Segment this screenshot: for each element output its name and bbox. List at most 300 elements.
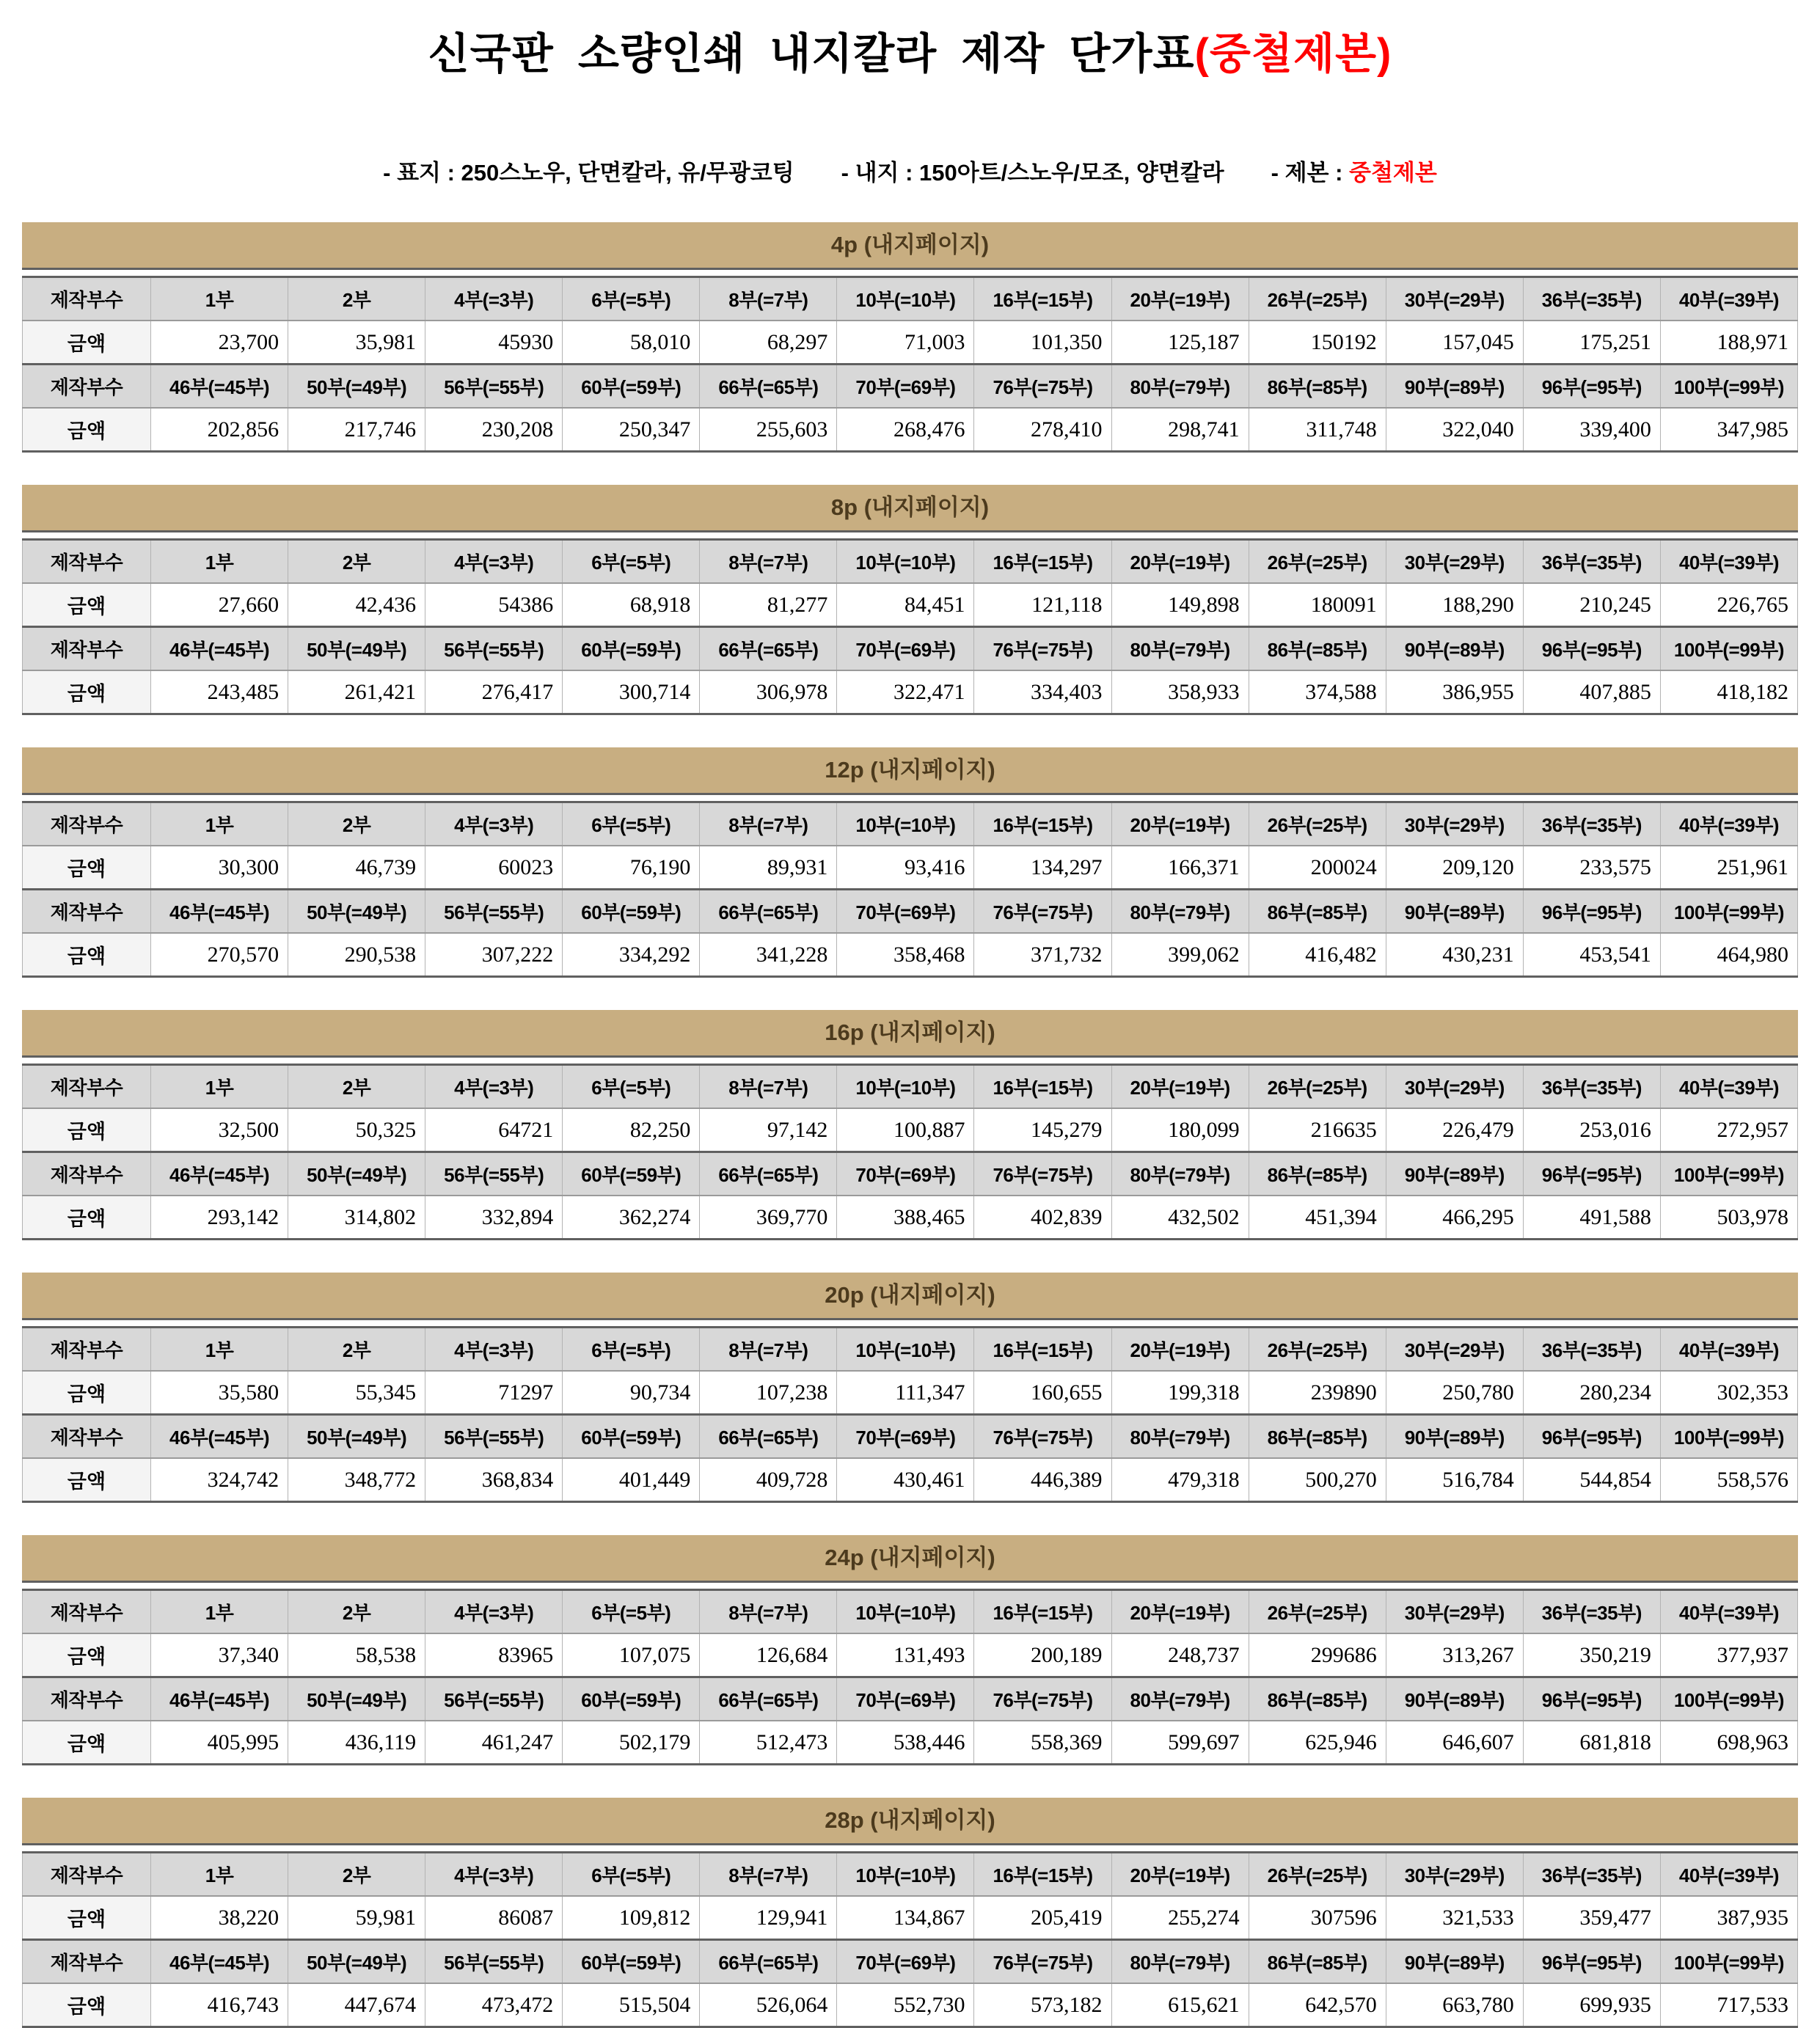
- price-table-8p: [22, 538, 1798, 715]
- price-value-cell: 243,485: [151, 670, 288, 714]
- count-header-cell: 26부(=25부): [1249, 1590, 1386, 1634]
- price-value-cell: 121,118: [974, 583, 1111, 627]
- count-header-cell: 60부(=59부): [563, 1677, 700, 1721]
- count-header-cell: 2부: [288, 802, 425, 846]
- price-value-cell: 324,742: [151, 1458, 288, 1502]
- count-header-cell: 86부(=85부): [1249, 1415, 1386, 1459]
- section-header-bar-8p: 8p (내지페이지): [22, 485, 1798, 532]
- count-header-cell: 20부(=19부): [1111, 1065, 1249, 1109]
- price-value-cell: 436,119: [288, 1721, 425, 1765]
- price-value-cell: 280,234: [1523, 1371, 1660, 1415]
- table-row-24p-2: [23, 1633, 1798, 1677]
- count-header-cell: 100부(=99부): [1660, 1677, 1797, 1721]
- count-header-cell: 4부(=3부): [425, 277, 563, 321]
- count-header-cell: 90부(=89부): [1386, 627, 1523, 671]
- count-header-cell: 36부(=35부): [1523, 540, 1660, 584]
- count-header-cell: 96부(=95부): [1523, 1415, 1660, 1459]
- count-header-cell: 40부(=39부): [1660, 540, 1797, 584]
- count-header-cell: 50부(=49부): [288, 1152, 425, 1196]
- count-header-cell: 80부(=79부): [1111, 627, 1249, 671]
- count-header-cell: 56부(=55부): [425, 1152, 563, 1196]
- price-value-cell: 515,504: [563, 1983, 700, 2027]
- page-title-binding-type: (중철제본): [1194, 30, 1392, 78]
- count-header-cell: 60부(=59부): [563, 365, 700, 409]
- row-label-cell: 금액: [23, 1983, 151, 2027]
- row-label-cell: 금액: [23, 408, 151, 452]
- price-value-cell: 430,231: [1386, 933, 1523, 977]
- table-row-8p-1: [23, 540, 1798, 584]
- price-value-cell: 251,961: [1660, 846, 1797, 890]
- row-label-cell: 금액: [23, 933, 151, 977]
- count-header-cell: 60부(=59부): [563, 1940, 700, 1984]
- price-value-cell: 86087: [425, 1896, 563, 1940]
- price-value-cell: 558,369: [974, 1721, 1111, 1765]
- row-label-cell: 금액: [23, 670, 151, 714]
- count-header-cell: 16부(=15부): [974, 540, 1111, 584]
- count-header-cell: 16부(=15부): [974, 1590, 1111, 1634]
- count-header-cell: 20부(=19부): [1111, 1590, 1249, 1634]
- count-header-cell: 16부(=15부): [974, 277, 1111, 321]
- table-row-20p-1: [23, 1328, 1798, 1372]
- price-value-cell: 307,222: [425, 933, 563, 977]
- price-value-cell: 416,743: [151, 1983, 288, 2027]
- price-value-cell: 46,739: [288, 846, 425, 890]
- price-value-cell: 59,981: [288, 1896, 425, 1940]
- count-header-cell: 8부(=7부): [700, 1590, 837, 1634]
- price-value-cell: 516,784: [1386, 1458, 1523, 1502]
- count-header-cell: 66부(=65부): [700, 1677, 837, 1721]
- price-value-cell: 491,588: [1523, 1196, 1660, 1240]
- price-value-cell: 200,189: [974, 1633, 1111, 1677]
- table-row-24p-1: [23, 1590, 1798, 1634]
- count-header-cell: 2부: [288, 1328, 425, 1372]
- price-value-cell: 544,854: [1523, 1458, 1660, 1502]
- count-header-cell: 56부(=55부): [425, 1940, 563, 1984]
- table-row-12p-2: [23, 846, 1798, 890]
- count-header-cell: 40부(=39부): [1660, 1853, 1797, 1897]
- count-header-cell: 4부(=3부): [425, 540, 563, 584]
- price-value-cell: 642,570: [1249, 1983, 1386, 2027]
- count-header-cell: 4부(=3부): [425, 802, 563, 846]
- count-header-cell: 36부(=35부): [1523, 1590, 1660, 1634]
- count-header-cell: 90부(=89부): [1386, 1152, 1523, 1196]
- price-value-cell: 111,347: [837, 1371, 974, 1415]
- count-header-cell: 26부(=25부): [1249, 540, 1386, 584]
- row-label-cell: 금액: [23, 583, 151, 627]
- price-value-cell: 451,394: [1249, 1196, 1386, 1240]
- count-header-cell: 70부(=69부): [837, 627, 974, 671]
- price-value-cell: 371,732: [974, 933, 1111, 977]
- row-label-cell: 제작부수: [23, 365, 151, 409]
- count-header-cell: 80부(=79부): [1111, 890, 1249, 934]
- price-value-cell: 418,182: [1660, 670, 1797, 714]
- table-row-16p-3: [23, 1152, 1798, 1196]
- count-header-cell: 96부(=95부): [1523, 1940, 1660, 1984]
- count-header-cell: 96부(=95부): [1523, 627, 1660, 671]
- count-header-cell: 6부(=5부): [563, 802, 700, 846]
- count-header-cell: 66부(=65부): [700, 1415, 837, 1459]
- row-label-cell: 금액: [23, 1458, 151, 1502]
- spec-text: - 표지 : 250스노우, 단면칼라, 유/무광코팅: [383, 160, 794, 186]
- count-header-cell: 26부(=25부): [1249, 1065, 1386, 1109]
- table-row-16p-1: [23, 1065, 1798, 1109]
- price-value-cell: 348,772: [288, 1458, 425, 1502]
- price-value-cell: 461,247: [425, 1721, 563, 1765]
- row-label-cell: 제작부수: [23, 1853, 151, 1897]
- price-value-cell: 526,064: [700, 1983, 837, 2027]
- price-value-cell: 27,660: [151, 583, 288, 627]
- table-row-28p-1: [23, 1853, 1798, 1897]
- table-row-4p-4: [23, 408, 1798, 452]
- count-header-cell: 80부(=79부): [1111, 1152, 1249, 1196]
- spec-item-3: [1271, 154, 1437, 187]
- price-value-cell: 401,449: [563, 1458, 700, 1502]
- count-header-cell: 76부(=75부): [974, 365, 1111, 409]
- count-header-cell: 2부: [288, 277, 425, 321]
- price-value-cell: 432,502: [1111, 1196, 1249, 1240]
- price-value-cell: 313,267: [1386, 1633, 1523, 1677]
- price-value-cell: 35,580: [151, 1371, 288, 1415]
- table-row-20p-3: [23, 1415, 1798, 1459]
- count-header-cell: 90부(=89부): [1386, 1677, 1523, 1721]
- count-header-cell: 2부: [288, 540, 425, 584]
- count-header-cell: 50부(=49부): [288, 890, 425, 934]
- count-header-cell: 26부(=25부): [1249, 1853, 1386, 1897]
- row-label-cell: 제작부수: [23, 540, 151, 584]
- price-value-cell: 68,297: [700, 321, 837, 365]
- table-row-8p-2: [23, 583, 1798, 627]
- count-header-cell: 40부(=39부): [1660, 1328, 1797, 1372]
- price-value-cell: 268,476: [837, 408, 974, 452]
- price-value-cell: 89,931: [700, 846, 837, 890]
- spec-text: - 제본 :: [1271, 160, 1350, 186]
- count-header-cell: 50부(=49부): [288, 1415, 425, 1459]
- price-value-cell: 248,737: [1111, 1633, 1249, 1677]
- count-header-cell: 76부(=75부): [974, 1152, 1111, 1196]
- row-label-cell: 제작부수: [23, 1940, 151, 1984]
- table-row-16p-4: [23, 1196, 1798, 1240]
- count-header-cell: 86부(=85부): [1249, 1940, 1386, 1984]
- count-header-cell: 90부(=89부): [1386, 1415, 1523, 1459]
- price-value-cell: 306,978: [700, 670, 837, 714]
- count-header-cell: 46부(=45부): [151, 890, 288, 934]
- count-header-cell: 4부(=3부): [425, 1853, 563, 1897]
- price-value-cell: 255,603: [700, 408, 837, 452]
- count-header-cell: 6부(=5부): [563, 540, 700, 584]
- section-12p: [22, 747, 1798, 978]
- section-28p: [22, 1798, 1798, 2028]
- count-header-cell: 36부(=35부): [1523, 802, 1660, 846]
- table-row-8p-3: [23, 627, 1798, 671]
- price-value-cell: 464,980: [1660, 933, 1797, 977]
- spec-text: - 내지 : 150아트/스노우/모조, 양면칼라: [841, 160, 1224, 186]
- price-value-cell: 479,318: [1111, 1458, 1249, 1502]
- price-table-20p: [22, 1326, 1798, 1503]
- price-value-cell: 250,347: [563, 408, 700, 452]
- row-label-cell: 금액: [23, 1896, 151, 1940]
- price-value-cell: 199,318: [1111, 1371, 1249, 1415]
- price-value-cell: 387,935: [1660, 1896, 1797, 1940]
- count-header-cell: 16부(=15부): [974, 802, 1111, 846]
- price-value-cell: 239890: [1249, 1371, 1386, 1415]
- count-header-cell: 56부(=55부): [425, 1677, 563, 1721]
- count-header-cell: 70부(=69부): [837, 1152, 974, 1196]
- price-value-cell: 84,451: [837, 583, 974, 627]
- price-value-cell: 358,933: [1111, 670, 1249, 714]
- price-value-cell: 64721: [425, 1108, 563, 1152]
- price-value-cell: 109,812: [563, 1896, 700, 1940]
- count-header-cell: 66부(=65부): [700, 1940, 837, 1984]
- spec-item-2: [841, 154, 1224, 187]
- count-header-cell: 66부(=65부): [700, 365, 837, 409]
- count-header-cell: 10부(=10부): [837, 802, 974, 846]
- price-value-cell: 76,190: [563, 846, 700, 890]
- count-header-cell: 80부(=79부): [1111, 1415, 1249, 1459]
- count-header-cell: 20부(=19부): [1111, 540, 1249, 584]
- count-header-cell: 46부(=45부): [151, 627, 288, 671]
- count-header-cell: 4부(=3부): [425, 1328, 563, 1372]
- price-value-cell: 205,419: [974, 1896, 1111, 1940]
- table-row-12p-1: [23, 802, 1798, 846]
- count-header-cell: 8부(=7부): [700, 540, 837, 584]
- count-header-cell: 56부(=55부): [425, 627, 563, 671]
- price-value-cell: 126,684: [700, 1633, 837, 1677]
- price-value-cell: 359,477: [1523, 1896, 1660, 1940]
- price-table-24p: [22, 1589, 1798, 1765]
- price-value-cell: 573,182: [974, 1983, 1111, 2027]
- section-8p: [22, 485, 1798, 715]
- price-value-cell: 230,208: [425, 408, 563, 452]
- count-header-cell: 1부: [151, 1328, 288, 1372]
- section-20p: [22, 1273, 1798, 1503]
- price-table-16p: [22, 1064, 1798, 1240]
- count-header-cell: 56부(=55부): [425, 1415, 563, 1459]
- count-header-cell: 60부(=59부): [563, 1152, 700, 1196]
- section-header-bar-20p: 20p (내지페이지): [22, 1273, 1798, 1320]
- price-value-cell: 101,350: [974, 321, 1111, 365]
- price-table-4p: [22, 276, 1798, 453]
- count-header-cell: 26부(=25부): [1249, 277, 1386, 321]
- price-value-cell: 32,500: [151, 1108, 288, 1152]
- price-value-cell: 698,963: [1660, 1721, 1797, 1765]
- count-header-cell: 30부(=29부): [1386, 1590, 1523, 1634]
- count-header-cell: 20부(=19부): [1111, 802, 1249, 846]
- price-value-cell: 157,045: [1386, 321, 1523, 365]
- row-label-cell: 제작부수: [23, 1328, 151, 1372]
- count-header-cell: 86부(=85부): [1249, 1152, 1386, 1196]
- count-header-cell: 50부(=49부): [288, 365, 425, 409]
- price-value-cell: 322,471: [837, 670, 974, 714]
- price-value-cell: 97,142: [700, 1108, 837, 1152]
- table-row-16p-2: [23, 1108, 1798, 1152]
- count-header-cell: 26부(=25부): [1249, 1328, 1386, 1372]
- price-value-cell: 23,700: [151, 321, 288, 365]
- count-header-cell: 100부(=99부): [1660, 627, 1797, 671]
- row-label-cell: 금액: [23, 1633, 151, 1677]
- count-header-cell: 66부(=65부): [700, 1152, 837, 1196]
- count-header-cell: 4부(=3부): [425, 1590, 563, 1634]
- price-value-cell: 446,389: [974, 1458, 1111, 1502]
- price-value-cell: 253,016: [1523, 1108, 1660, 1152]
- price-value-cell: 473,472: [425, 1983, 563, 2027]
- count-header-cell: 40부(=39부): [1660, 1065, 1797, 1109]
- price-value-cell: 68,918: [563, 583, 700, 627]
- section-16p: [22, 1010, 1798, 1240]
- price-value-cell: 188,971: [1660, 321, 1797, 365]
- count-header-cell: 2부: [288, 1590, 425, 1634]
- count-header-cell: 10부(=10부): [837, 1590, 974, 1634]
- price-value-cell: 54386: [425, 583, 563, 627]
- price-value-cell: 307596: [1249, 1896, 1386, 1940]
- price-value-cell: 466,295: [1386, 1196, 1523, 1240]
- price-value-cell: 350,219: [1523, 1633, 1660, 1677]
- price-value-cell: 250,780: [1386, 1371, 1523, 1415]
- row-label-cell: 금액: [23, 846, 151, 890]
- price-value-cell: 374,588: [1249, 670, 1386, 714]
- table-row-12p-4: [23, 933, 1798, 977]
- price-value-cell: 409,728: [700, 1458, 837, 1502]
- count-header-cell: 46부(=45부): [151, 1152, 288, 1196]
- price-value-cell: 302,353: [1660, 1371, 1797, 1415]
- price-value-cell: 500,270: [1249, 1458, 1386, 1502]
- count-header-cell: 56부(=55부): [425, 890, 563, 934]
- price-value-cell: 58,010: [563, 321, 700, 365]
- price-value-cell: 202,856: [151, 408, 288, 452]
- count-header-cell: 76부(=75부): [974, 1940, 1111, 1984]
- price-value-cell: 646,607: [1386, 1721, 1523, 1765]
- price-value-cell: 405,995: [151, 1721, 288, 1765]
- count-header-cell: 30부(=29부): [1386, 1328, 1523, 1372]
- price-value-cell: 255,274: [1111, 1896, 1249, 1940]
- price-value-cell: 368,834: [425, 1458, 563, 1502]
- price-value-cell: 107,238: [700, 1371, 837, 1415]
- count-header-cell: 4부(=3부): [425, 1065, 563, 1109]
- count-header-cell: 80부(=79부): [1111, 365, 1249, 409]
- count-header-cell: 100부(=99부): [1660, 1415, 1797, 1459]
- row-label-cell: 금액: [23, 1371, 151, 1415]
- count-header-cell: 80부(=79부): [1111, 1677, 1249, 1721]
- count-header-cell: 70부(=69부): [837, 1677, 974, 1721]
- price-value-cell: 90,734: [563, 1371, 700, 1415]
- section-header-bar-4p: 4p (내지페이지): [22, 222, 1798, 270]
- section-header-bar-24p: 24p (내지페이지): [22, 1535, 1798, 1583]
- price-value-cell: 30,300: [151, 846, 288, 890]
- count-header-cell: 46부(=45부): [151, 1677, 288, 1721]
- price-value-cell: 200024: [1249, 846, 1386, 890]
- price-value-cell: 334,403: [974, 670, 1111, 714]
- table-row-20p-2: [23, 1371, 1798, 1415]
- row-label-cell: 제작부수: [23, 1415, 151, 1459]
- price-value-cell: 180091: [1249, 583, 1386, 627]
- price-value-cell: 107,075: [563, 1633, 700, 1677]
- price-value-cell: 290,538: [288, 933, 425, 977]
- count-header-cell: 30부(=29부): [1386, 1853, 1523, 1897]
- count-header-cell: 6부(=5부): [563, 1328, 700, 1372]
- price-value-cell: 407,885: [1523, 670, 1660, 714]
- row-label-cell: 제작부수: [23, 1065, 151, 1109]
- price-value-cell: 38,220: [151, 1896, 288, 1940]
- price-value-cell: 663,780: [1386, 1983, 1523, 2027]
- price-value-cell: 180,099: [1111, 1108, 1249, 1152]
- price-value-cell: 339,400: [1523, 408, 1660, 452]
- price-value-cell: 71297: [425, 1371, 563, 1415]
- count-header-cell: 8부(=7부): [700, 277, 837, 321]
- price-value-cell: 217,746: [288, 408, 425, 452]
- price-value-cell: 362,274: [563, 1196, 700, 1240]
- price-value-cell: 299686: [1249, 1633, 1386, 1677]
- count-header-cell: 8부(=7부): [700, 1065, 837, 1109]
- count-header-cell: 20부(=19부): [1111, 277, 1249, 321]
- price-value-cell: 503,978: [1660, 1196, 1797, 1240]
- count-header-cell: 56부(=55부): [425, 365, 563, 409]
- price-value-cell: 150192: [1249, 321, 1386, 365]
- price-value-cell: 83965: [425, 1633, 563, 1677]
- table-row-24p-3: [23, 1677, 1798, 1721]
- count-header-cell: 1부: [151, 802, 288, 846]
- count-header-cell: 86부(=85부): [1249, 627, 1386, 671]
- row-label-cell: 금액: [23, 1196, 151, 1240]
- price-value-cell: 45930: [425, 321, 563, 365]
- price-value-cell: 447,674: [288, 1983, 425, 2027]
- price-value-cell: 552,730: [837, 1983, 974, 2027]
- price-value-cell: 42,436: [288, 583, 425, 627]
- count-header-cell: 90부(=89부): [1386, 890, 1523, 934]
- price-value-cell: 558,576: [1660, 1458, 1797, 1502]
- count-header-cell: 70부(=69부): [837, 1940, 974, 1984]
- price-sections: [0, 222, 1820, 2028]
- count-header-cell: 8부(=7부): [700, 802, 837, 846]
- page-title: [0, 19, 1820, 81]
- section-24p: [22, 1535, 1798, 1765]
- count-header-cell: 90부(=89부): [1386, 365, 1523, 409]
- count-header-cell: 10부(=10부): [837, 1065, 974, 1109]
- count-header-cell: 76부(=75부): [974, 890, 1111, 934]
- count-header-cell: 46부(=45부): [151, 1940, 288, 1984]
- row-label-cell: 금액: [23, 321, 151, 365]
- count-header-cell: 96부(=95부): [1523, 890, 1660, 934]
- price-value-cell: 334,292: [563, 933, 700, 977]
- price-value-cell: 50,325: [288, 1108, 425, 1152]
- count-header-cell: 50부(=49부): [288, 1677, 425, 1721]
- price-value-cell: 347,985: [1660, 408, 1797, 452]
- count-header-cell: 26부(=25부): [1249, 802, 1386, 846]
- price-value-cell: 125,187: [1111, 321, 1249, 365]
- count-header-cell: 20부(=19부): [1111, 1853, 1249, 1897]
- count-header-cell: 70부(=69부): [837, 365, 974, 409]
- count-header-cell: 30부(=29부): [1386, 540, 1523, 584]
- count-header-cell: 16부(=15부): [974, 1065, 1111, 1109]
- price-value-cell: 416,482: [1249, 933, 1386, 977]
- price-value-cell: 145,279: [974, 1108, 1111, 1152]
- price-value-cell: 261,421: [288, 670, 425, 714]
- row-label-cell: 금액: [23, 1721, 151, 1765]
- count-header-cell: 66부(=65부): [700, 627, 837, 671]
- section-header-bar-12p: 12p (내지페이지): [22, 747, 1798, 795]
- count-header-cell: 96부(=95부): [1523, 1152, 1660, 1196]
- count-header-cell: 2부: [288, 1065, 425, 1109]
- price-value-cell: 717,533: [1660, 1983, 1797, 2027]
- table-row-12p-3: [23, 890, 1798, 934]
- count-header-cell: 76부(=75부): [974, 1415, 1111, 1459]
- row-label-cell: 제작부수: [23, 627, 151, 671]
- price-value-cell: 82,250: [563, 1108, 700, 1152]
- price-value-cell: 399,062: [1111, 933, 1249, 977]
- section-header-bar-16p: 16p (내지페이지): [22, 1010, 1798, 1058]
- price-value-cell: 129,941: [700, 1896, 837, 1940]
- count-header-cell: 96부(=95부): [1523, 365, 1660, 409]
- price-value-cell: 71,003: [837, 321, 974, 365]
- count-header-cell: 70부(=69부): [837, 890, 974, 934]
